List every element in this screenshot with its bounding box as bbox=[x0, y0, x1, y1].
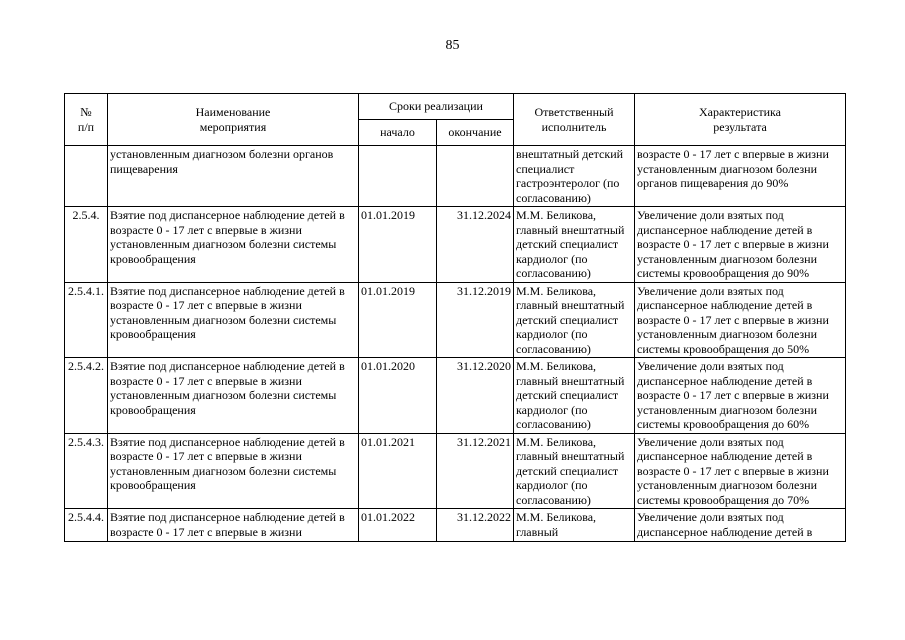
row-num bbox=[65, 146, 108, 207]
row-name: Взятие под диспансерное наблюдение детей в возрасте 0 - 17 лет с впервые в жизни bbox=[108, 509, 359, 542]
row-name: установленным диагнозом болезни органов пищеварения bbox=[108, 146, 359, 207]
row-executor: внештатный детский специалист гастроэнтеролог (по согласованию) bbox=[514, 146, 635, 207]
row-start bbox=[359, 146, 437, 207]
table-row bbox=[65, 207, 846, 283]
row-start: 01.01.2021 bbox=[359, 433, 437, 509]
row-start: 01.01.2020 bbox=[359, 358, 437, 434]
table-row bbox=[65, 509, 846, 542]
row-end: 31.12.2022 bbox=[437, 509, 514, 542]
row-result: Увеличение доли взятых под диспансерное наблюдение детей в возрасте 0 - 17 лет с впервые в жизни установленным диагнозом болезни системы кровообращения до 50% bbox=[635, 282, 846, 358]
row-executor: М.М. Беликова, главный bbox=[514, 509, 635, 542]
measures-table bbox=[64, 93, 846, 542]
row-start: 01.01.2019 bbox=[359, 282, 437, 358]
row-name: Взятие под диспансерное наблюдение детей в возрасте 0 - 17 лет с впервые в жизни установленным диагнозом болезни системы кровообращения bbox=[108, 358, 359, 434]
row-name: Взятие под диспансерное наблюдение детей в возрасте 0 - 17 лет с впервые в жизни установленным диагнозом болезни системы кровообращения bbox=[108, 282, 359, 358]
row-end bbox=[437, 146, 514, 207]
row-start: 01.01.2022 bbox=[359, 509, 437, 542]
row-name: Взятие под диспансерное наблюдение детей в возрасте 0 - 17 лет с впервые в жизни установленным диагнозом болезни системы кровообращения bbox=[108, 433, 359, 509]
row-executor: М.М. Беликова, главный внештатный детский специалист кардиолог (по согласованию) bbox=[514, 433, 635, 509]
row-executor: М.М. Беликова, главный внештатный детский специалист кардиолог (по согласованию) bbox=[514, 207, 635, 283]
row-result: Увеличение доли взятых под диспансерное наблюдение детей в возрасте 0 - 17 лет с впервые в жизни установленным диагнозом болезни системы кровообращения до 70% bbox=[635, 433, 846, 509]
row-num: 2.5.4.1. bbox=[65, 282, 108, 358]
table-row bbox=[65, 358, 846, 434]
header-num: № п/п bbox=[65, 94, 108, 146]
row-num: 2.5.4.2. bbox=[65, 358, 108, 434]
row-result: Увеличение доли взятых под диспансерное наблюдение детей в возрасте 0 - 17 лет с впервые в жизни установленным диагнозом болезни системы кровообращения до 90% bbox=[635, 207, 846, 283]
header-result: Характеристика результата bbox=[635, 94, 846, 146]
header-terms: Сроки реализации bbox=[359, 94, 514, 120]
row-end: 31.12.2021 bbox=[437, 433, 514, 509]
table-row bbox=[65, 146, 846, 207]
row-end: 31.12.2024 bbox=[437, 207, 514, 283]
row-result: возрасте 0 - 17 лет с впервые в жизни установленным диагнозом болезни органов пищеварения до 90% bbox=[635, 146, 846, 207]
row-end: 31.12.2020 bbox=[437, 358, 514, 434]
row-num: 2.5.4.3. bbox=[65, 433, 108, 509]
header-start: начало bbox=[359, 120, 437, 146]
header-executor: Ответственный исполнитель bbox=[514, 94, 635, 146]
row-result: Увеличение доли взятых под диспансерное наблюдение детей в возрасте 0 - 17 лет с впервые в жизни установленным диагнозом болезни системы кровообращения до 60% bbox=[635, 358, 846, 434]
row-name: Взятие под диспансерное наблюдение детей в возрасте 0 - 17 лет с впервые в жизни установленным диагнозом болезни системы кровообращения bbox=[108, 207, 359, 283]
table-row bbox=[65, 433, 846, 509]
header-end: окончание bbox=[437, 120, 514, 146]
table-row bbox=[65, 282, 846, 358]
row-num: 2.5.4. bbox=[65, 207, 108, 283]
row-executor: М.М. Беликова, главный внештатный детский специалист кардиолог (по согласованию) bbox=[514, 358, 635, 434]
row-executor: М.М. Беликова, главный внештатный детский специалист кардиолог (по согласованию) bbox=[514, 282, 635, 358]
page-number: 85 bbox=[445, 38, 460, 53]
row-num: 2.5.4.4. bbox=[65, 509, 108, 542]
row-result: Увеличение доли взятых под диспансерное наблюдение детей в bbox=[635, 509, 846, 542]
header-name: Наименование мероприятия bbox=[108, 94, 359, 146]
row-start: 01.01.2019 bbox=[359, 207, 437, 283]
row-end: 31.12.2019 bbox=[437, 282, 514, 358]
